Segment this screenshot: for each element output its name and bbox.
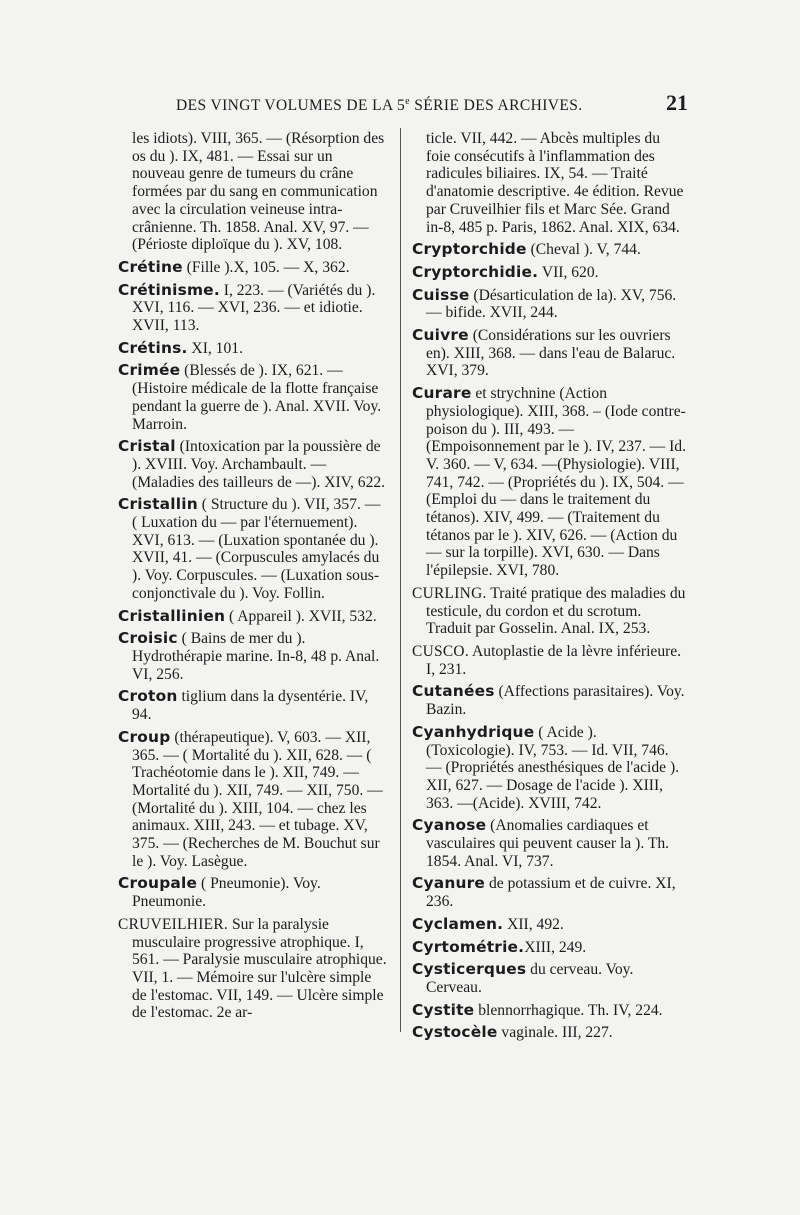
entry-text: du cerveau. Voy. Cerveau. bbox=[426, 961, 634, 996]
index-entry bbox=[118, 362, 388, 433]
entry-headword: CRUVEILHIER. bbox=[118, 915, 229, 933]
index-entry bbox=[118, 630, 388, 683]
entry-headword: Croupale bbox=[118, 874, 198, 893]
entry-text: (Désarticulation de la). XV, 756. — bifide. XVII, 244. bbox=[426, 286, 677, 322]
index-entry bbox=[412, 683, 688, 718]
entry-text: de potassium et de cuivre. XI, 236. bbox=[426, 875, 676, 911]
entry-headword: Cutanées bbox=[412, 682, 495, 701]
entry-headword: Crétins. bbox=[118, 338, 188, 357]
entry-text: (Affections parasitaires). Voy. Bazin. bbox=[426, 683, 685, 719]
right-column bbox=[412, 130, 688, 1047]
entry-headword: Curare bbox=[412, 384, 472, 403]
entry-text: ( Acide ). (Toxicologie). IV, 753. — Id. VII, 746. — (Propriétés anesthésiques de l'acide ). XII, 627. — Dosage de l'acide ). XIII, 363. —(Acide). XVIII, 742. bbox=[426, 723, 680, 812]
running-header bbox=[120, 92, 692, 122]
entry-headword: Crétinisme. bbox=[118, 280, 220, 299]
index-entry bbox=[412, 385, 688, 580]
entry-headword: Cyclamen. bbox=[412, 914, 504, 933]
index-entry bbox=[412, 939, 688, 957]
index-entry bbox=[412, 817, 688, 870]
entry-text: (Anomalies cardiaques et vasculaires qui peuvent causer la ). Th. 1854. Anal. VI, 737. bbox=[426, 817, 670, 870]
entry-headword: Cryptorchidie. bbox=[412, 262, 539, 281]
entry-text: et strychnine (Action physiologique). XIII, 368. – (Iode contre-poison du ). III, 493. — (Empoisonnement par le ). IV, 237. — Id. V. 360. — V, 634. —(Physiologie). VIII, 741, 742. — (Propriétés du ). IX, 504. — (Emploi du — dans le traitement du tétanos). XIV, 499. — (Traitement du tétanos par le ). XIV, 626. — (Action du — sur la torpille). XVI, 630. — Dans l'épilepsie. XVI, 780. bbox=[426, 385, 686, 580]
entry-headword: Crimée bbox=[118, 361, 181, 380]
index-entry bbox=[118, 608, 388, 626]
entry-text: ( Appareil ). XVII, 532. bbox=[225, 607, 377, 625]
index-entry bbox=[412, 327, 688, 380]
entry-headword: Croisic bbox=[118, 629, 178, 648]
entry-headword: Cystite bbox=[412, 1000, 475, 1019]
entry-text: blennorrhagique. Th. IV, 224. bbox=[474, 1001, 663, 1019]
entry-headword: Cysticerques bbox=[412, 960, 527, 979]
entry-headword: Cristallin bbox=[118, 495, 198, 514]
index-entry bbox=[412, 264, 688, 282]
entry-text: XI, 101. bbox=[187, 339, 243, 357]
entry-headword: Cristal bbox=[118, 437, 176, 456]
entry-text: (Intoxication par la poussière de ). XVIII. Voy. Archambault. — (Maladies des tailleurs de —). XIV, 622. bbox=[132, 438, 386, 491]
index-entry bbox=[412, 130, 688, 236]
entry-text: les idiots). VIII, 365. — (Résorption des os du ). IX, 481. — Essai sur un nouveau genre de tumeurs du crâne formées par du sang en communication avec la circulation veineuse intra-crânienne. Th. 1858. Anal. XV, 97. — (Périoste diploïque du ). XV, 108. bbox=[132, 130, 385, 254]
entry-text: ( Pneumonie). Voy. Pneumonie. bbox=[132, 875, 321, 911]
entry-headword: CUSCO. bbox=[412, 642, 469, 660]
page-number: 21 bbox=[666, 90, 688, 115]
index-entry bbox=[118, 282, 388, 335]
entry-text: tiglium dans la dysentérie. IV, 94. bbox=[132, 688, 369, 724]
entry-text: VII, 620. bbox=[538, 263, 599, 281]
entry-headword: Cystocèle bbox=[412, 1023, 498, 1042]
index-entry bbox=[412, 961, 688, 996]
entry-headword: Cryptorchide bbox=[412, 240, 527, 259]
index-entry bbox=[412, 585, 688, 638]
index-entry bbox=[412, 916, 688, 934]
entry-text: vaginale. III, 227. bbox=[497, 1024, 613, 1042]
index-entry bbox=[118, 259, 388, 277]
entry-headword: Cyanhydrique bbox=[412, 722, 535, 741]
index-entry bbox=[412, 724, 688, 813]
entry-headword: Cyanure bbox=[412, 874, 486, 893]
entry-headword: Crétine bbox=[118, 257, 183, 276]
column-divider bbox=[400, 128, 401, 1032]
entry-text: ( Structure du ). VII, 357. — ( Luxation du — par l'éternuement). XVI, 613. — (Luxation spontanée du ). XVII, 41. — (Corpuscules amylacés du ). Voy. Corpuscules. — (Luxation sous-conjonctivale du ). Voy. Follin. bbox=[132, 496, 381, 602]
index-entry bbox=[412, 643, 688, 678]
index-entry bbox=[118, 688, 388, 723]
entry-headword: CURLING. bbox=[412, 584, 487, 602]
index-entry bbox=[412, 241, 688, 259]
index-entry bbox=[412, 1024, 688, 1042]
index-entry bbox=[118, 496, 388, 602]
entry-headword: Cristallinien bbox=[118, 606, 226, 625]
entry-text: (Considérations sur les ouvriers en). XIII, 368. — dans l'eau de Balaruc. XVI, 379. bbox=[426, 327, 676, 380]
entry-text: (thérapeutique). V, 603. — XII, 365. — ( Mortalité du ). XII, 628. — ( Trachéotomie dans le ). XII, 749. — Mortalité du ). XII, 749. — XII, 750. — (Mortalité du ). XIII, 104. — chez les animaux. XIII, 243. — et tubage. XV, 375. — (Recherches de M. Bouchut sur le ). Voy. Lasègue. bbox=[132, 728, 383, 870]
index-entry bbox=[118, 340, 388, 358]
entry-headword: Cuivre bbox=[412, 326, 469, 345]
index-entry bbox=[118, 130, 388, 254]
index-entry bbox=[412, 1002, 688, 1020]
entry-text: I, 223. — (Variétés du ). XVI, 116. — XVI, 236. — et idiotie. XVII, 113. bbox=[132, 281, 376, 335]
entry-text: ticle. VII, 442. — Abcès multiples du foie consécutifs à l'inflammation des radicules biliaires. IX, 54. — Traité d'anatomie descriptive. 4e édition. Revue par Cruveilhier fils et Marc Sée. Grand in-8, 485 p. Paris, 1862. Anal. XIX, 634. bbox=[426, 130, 684, 236]
index-entry bbox=[118, 438, 388, 491]
entry-text: (Cheval ). V, 744. bbox=[526, 241, 641, 259]
entry-text: Traité pratique des maladies du testicule, du cordon et du scrotum. Traduit par Gosselin. Anal. IX, 253. bbox=[426, 584, 686, 638]
index-entry bbox=[118, 729, 388, 871]
index-entry bbox=[118, 875, 388, 910]
entry-text: (Blessés de ). IX, 621. — (Histoire médicale de la flotte française pendant la guerre de ). Anal. XVII. Voy. Marroin. bbox=[132, 362, 382, 433]
entry-text: XII, 492. bbox=[503, 915, 564, 933]
entry-text: (Fille ).X, 105. — X, 362. bbox=[182, 258, 350, 276]
entry-headword: Croton bbox=[118, 687, 178, 706]
entry-headword: Croup bbox=[118, 727, 171, 746]
entry-text: Autoplastie de la lèvre inférieure. I, 231. bbox=[426, 642, 682, 678]
entry-headword: Cyanose bbox=[412, 816, 487, 835]
running-title: DES VINGT VOLUMES DE LA 5e SÉRIE DES ARCHIVES. bbox=[176, 96, 583, 115]
entry-headword: Cuisse bbox=[412, 285, 470, 304]
index-entry bbox=[118, 916, 388, 1022]
entry-text: Sur la paralysie musculaire progressive atrophique. I, 561. — Paralysie musculaire atrophique. VII, 1. — Mémoire sur l'ulcère simple de l'estomac. VII, 149. — Ulcère simple de l'estomac. 2e ar- bbox=[132, 915, 387, 1022]
entry-text: XIII, 249. bbox=[524, 938, 587, 956]
index-entry bbox=[412, 287, 688, 322]
entry-text: ( Bains de mer du ). Hydrothérapie marine. In-8, 48 p. Anal. VI, 256. bbox=[132, 630, 380, 683]
entry-headword: Cyrtométrie. bbox=[412, 937, 525, 956]
index-entry bbox=[412, 875, 688, 910]
left-column bbox=[118, 130, 388, 1027]
